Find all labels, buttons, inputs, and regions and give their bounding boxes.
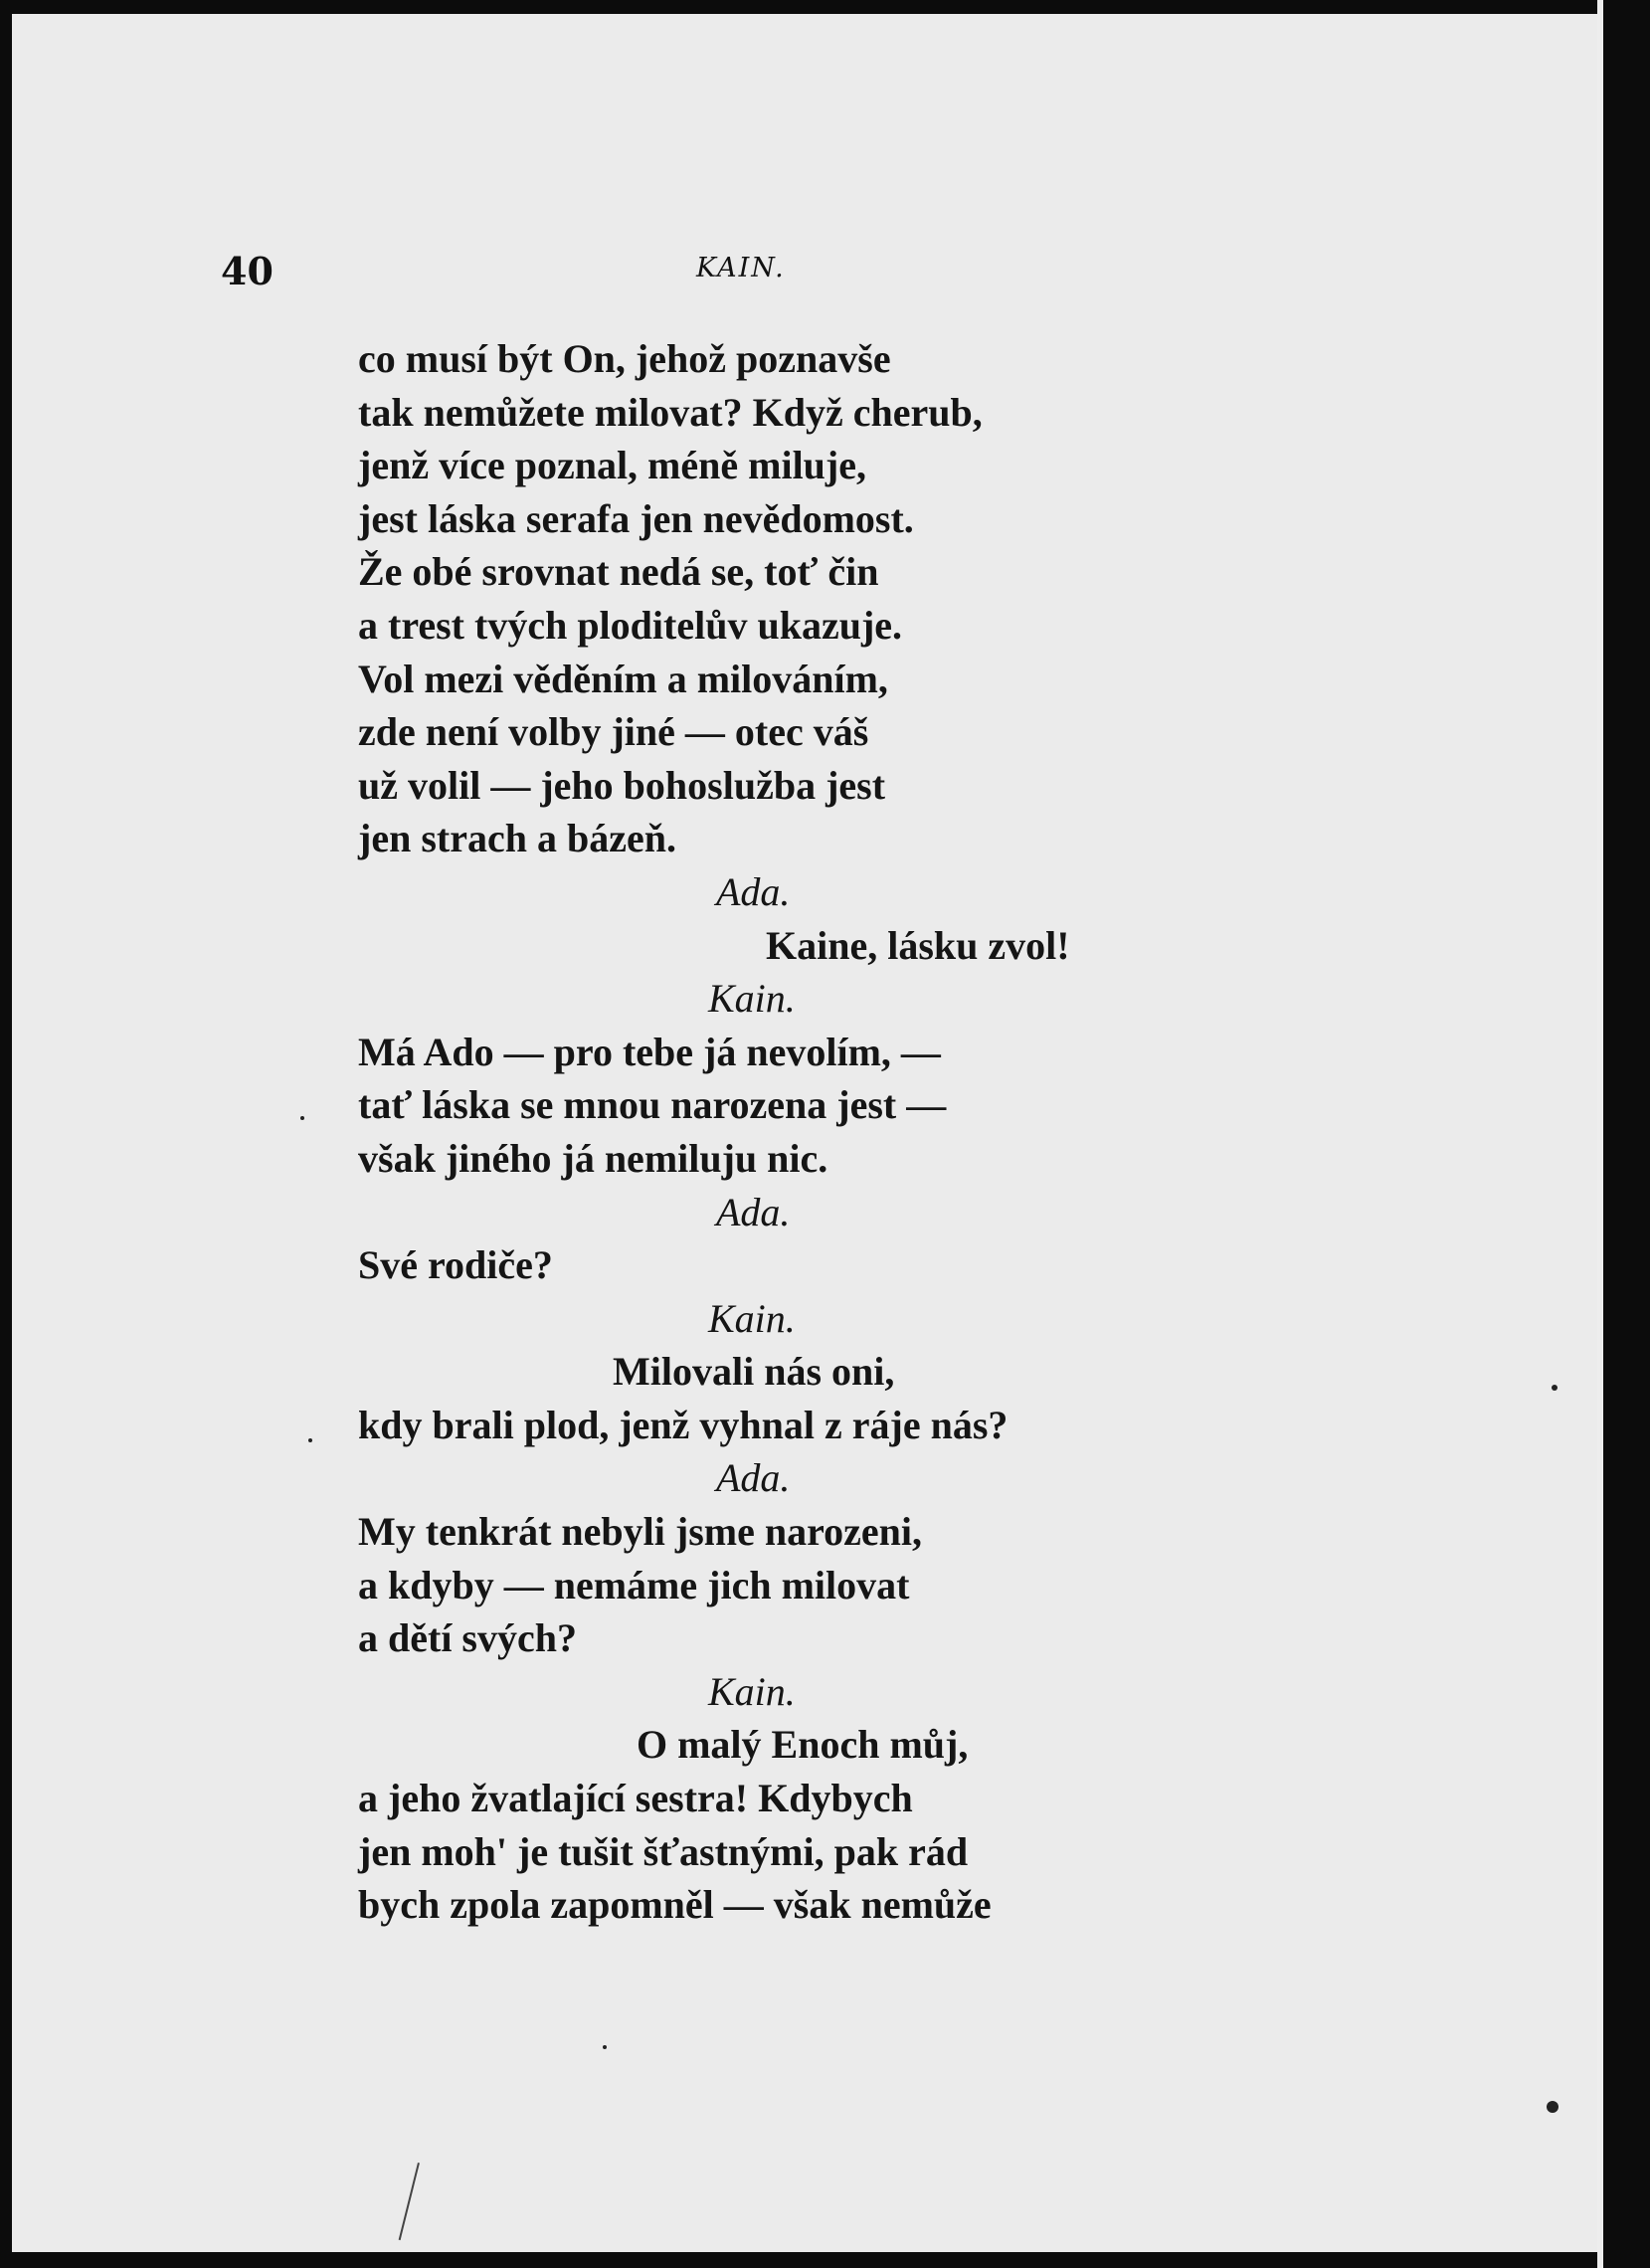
page-header <box>12 249 1597 293</box>
scan-right-edge <box>1603 0 1650 2268</box>
verse-line: bych zpola zapomněl — však nemůže <box>358 1882 992 1928</box>
verse-line: a jeho žvatlající sestra! Kdybych <box>358 1776 913 1821</box>
scan-gutter-line <box>1597 0 1603 2268</box>
scan-speck <box>603 2045 607 2049</box>
verse-line: kdy brali plod, jenž vyhnal z ráje nás? <box>358 1402 1008 1447</box>
verse-line: jen strach a bázeň. <box>358 816 676 861</box>
verse-line: Že obé srovnat nedá se, toť čin <box>358 549 879 595</box>
verse-line: zde není volby jiné — otec váš <box>358 709 869 755</box>
scan-speck <box>300 1116 304 1120</box>
verse-line: jest láska serafa jen nevědomost. <box>358 495 914 541</box>
scan-speck <box>1547 2101 1558 2113</box>
verse-line: Má Ado — pro tebe já nevolím, — <box>358 1029 941 1074</box>
verse-line: však jiného já nemiluju nic. <box>358 1135 828 1181</box>
verse-line: jen moh' je tušit šťastnými, pak rád <box>358 1828 969 1874</box>
scan-scratch <box>399 2163 420 2240</box>
verse-line: a kdyby — nemáme jich milovat <box>358 1562 910 1607</box>
verse-line: tak nemůžete milovat? Když cherub, <box>358 389 983 435</box>
running-title: KAIN. <box>696 253 786 284</box>
verse-line: Milovali nás oni, <box>613 1349 895 1395</box>
speaker-name: Ada. <box>716 1455 791 1501</box>
poem-text <box>358 332 1502 1932</box>
speaker-name: Ada. <box>716 868 791 914</box>
scan-speck <box>308 1438 312 1442</box>
verse-line: O malý Enoch můj, <box>637 1722 969 1768</box>
verse-line: a dětí svých? <box>358 1615 577 1661</box>
verse-line: My tenkrát nebyli jsme narozeni, <box>358 1509 922 1555</box>
speaker-name: Kain. <box>708 1668 796 1714</box>
verse-line: Kaine, lásku zvol! <box>766 922 1070 968</box>
verse-line: tať láska se mnou narozena jest — <box>358 1082 947 1128</box>
page-number: 40 <box>221 249 274 293</box>
scan-speck <box>1552 1385 1558 1391</box>
book-page <box>12 14 1597 2252</box>
verse-line: Vol mezi věděním a milováním, <box>358 656 888 701</box>
speaker-name: Ada. <box>716 1189 791 1234</box>
verse-line: Své rodiče? <box>358 1242 553 1288</box>
verse-line: co musí být On, jehož poznavše <box>358 336 891 381</box>
verse-line: už volil — jeho bohoslužba jest <box>358 762 886 808</box>
speaker-name: Kain. <box>708 976 796 1022</box>
speaker-name: Kain. <box>708 1295 796 1341</box>
verse-line: jenž více poznal, méně miluje, <box>358 443 866 488</box>
verse-line: a trest tvých ploditelův ukazuje. <box>358 602 903 648</box>
